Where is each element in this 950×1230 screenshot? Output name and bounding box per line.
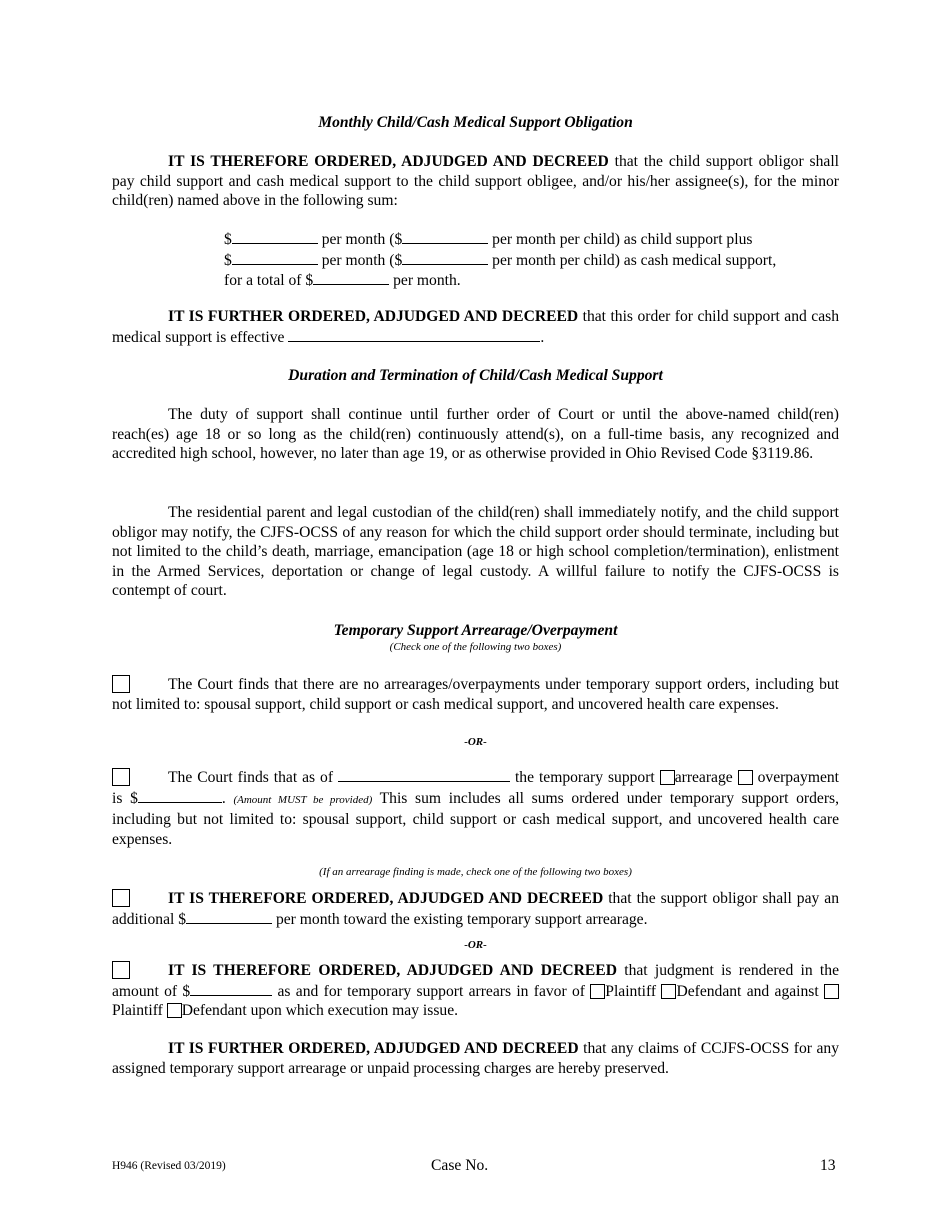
sum-line-2: $ per month ($ per month per child) as cash medical support, (224, 251, 777, 269)
temporary-support-heading: Temporary Support Arrearage/Overpayment (333, 622, 618, 639)
amount-required-note: (Amount MUST be provided) (233, 793, 373, 806)
order-paragraph-1: IT IS THEREFORE ORDERED, ADJUDGED AND DECREED that the child support obligor shall pay child support and cash medical support to the child support obligee, and/or his/her assignee(s), for the minor child(ren) named above in the following sum: (112, 153, 839, 210)
option-additional-payment: IT IS THEREFORE ORDERED, ADJUDGED AND DECREED that the support obligor shall pay an additional $ per month toward the existing temporary support arrearage. (112, 890, 839, 928)
temporary-support-note: (Check one of the following two boxes) (389, 641, 562, 653)
additional-payment-checkbox[interactable] (112, 889, 130, 907)
duration-heading: Duration and Termination of Child/Cash Medical Support (288, 367, 663, 384)
overpayment-checkbox[interactable] (738, 770, 753, 785)
total-amount-blank[interactable] (313, 270, 389, 285)
in-favor-plaintiff-checkbox[interactable] (590, 984, 605, 999)
as-of-date-blank[interactable] (338, 767, 510, 782)
document-page (112, 0, 839, 1230)
no-arrearage-checkbox[interactable] (112, 675, 130, 693)
arrearage-finding-note: (If an arrearage finding is made, check one of the following two boxes) (319, 866, 632, 878)
arrearage-finding-checkbox[interactable] (112, 768, 130, 786)
arrearage-amount-blank[interactable] (138, 788, 222, 803)
preservation-paragraph: IT IS FURTHER ORDERED, ADJUDGED AND DECREED that any claims of CCJFS-OCSS for any assigned temporary support arrearage or unpaid processing charges are hereby preserved. (112, 1040, 839, 1077)
additional-payment-blank[interactable] (186, 909, 272, 924)
support-sum-lines (224, 229, 776, 291)
judgment-amount-blank[interactable] (190, 981, 272, 996)
against-plaintiff-checkbox[interactable] (824, 984, 839, 999)
order-phrase: IT IS THEREFORE ORDERED, ADJUDGED AND DECREED (168, 153, 609, 170)
option-arrearage-finding: The Court finds that as of the temporary support arrearage overpayment is $ . (Amount MUST be provided) This sum includes all sums ordered under temporary support orders, including but not limited to: spousal support, child support or cash medical support, and uncovered health care expenses. (112, 769, 840, 848)
in-favor-defendant-checkbox[interactable] (661, 984, 676, 999)
monthly-obligation-heading: Monthly Child/Cash Medical Support Obligation (318, 114, 633, 131)
arrearage-checkbox[interactable] (660, 770, 675, 785)
order-paragraph-2: IT IS FURTHER ORDERED, ADJUDGED AND DECREED that this order for child support and cash medical support is effective . (112, 308, 839, 346)
option-no-arrearage: The Court finds that there are no arrearages/overpayments under temporary support orders, including but not limited to: spousal support, child support or cash medical support, and uncovered health care expenses. (112, 676, 839, 713)
or-separator-1: -OR- (464, 736, 487, 748)
further-order-phrase: IT IS FURTHER ORDERED, ADJUDGED AND DECREED (168, 308, 579, 325)
notification-paragraph: The residential parent and legal custodian of the child(ren) shall immediately notify, and the child support obligor may notify, the CJFS-OCSS of any reason for which the child support order should terminate, including but not limited to the child’s death, marriage, emancipation (age 18 or high school completion/termination), enlistment in the Armed Services, deportation or change of legal custody. A willful failure to notify the CJFS-OCSS is contempt of court. (112, 504, 839, 600)
duration-paragraph: The duty of support shall continue until further order of Court or until the above-named child(ren) reach(es) age 18 or so long as the child(ren) continuously attend(s), on a full-time basis, any recognized and accredited high school, however, no later than age 19, or as otherwise provided in Ohio Revised Code §3119.86. (112, 406, 839, 463)
page-number: 13 (820, 1157, 836, 1174)
or-separator-2: -OR- (464, 939, 487, 951)
cash-medical-per-child-blank[interactable] (402, 250, 488, 265)
cash-medical-amount-blank[interactable] (232, 250, 318, 265)
sum-line-1: $ per month ($ per month per child) as child support plus (224, 231, 753, 248)
sum-line-3: for a total of $ per month. (224, 272, 461, 290)
option-judgment: IT IS THEREFORE ORDERED, ADJUDGED AND DECREED that judgment is rendered in the amount of $ as and for temporary support arrears in favor of Plaintiff Defendant and against Plaintiff Defendant upon which execution may issue. (112, 962, 839, 1020)
child-support-per-child-blank[interactable] (402, 229, 488, 244)
against-defendant-checkbox[interactable] (167, 1003, 182, 1018)
further-order-phrase-final: IT IS FURTHER ORDERED, ADJUDGED AND DECREED (168, 1040, 579, 1057)
case-no-label: Case No. (431, 1157, 489, 1174)
child-support-amount-blank[interactable] (232, 229, 318, 244)
judgment-checkbox[interactable] (112, 961, 130, 979)
form-id: H946 (Revised 03/2019) (112, 1160, 226, 1172)
effective-date-blank[interactable] (288, 327, 540, 342)
